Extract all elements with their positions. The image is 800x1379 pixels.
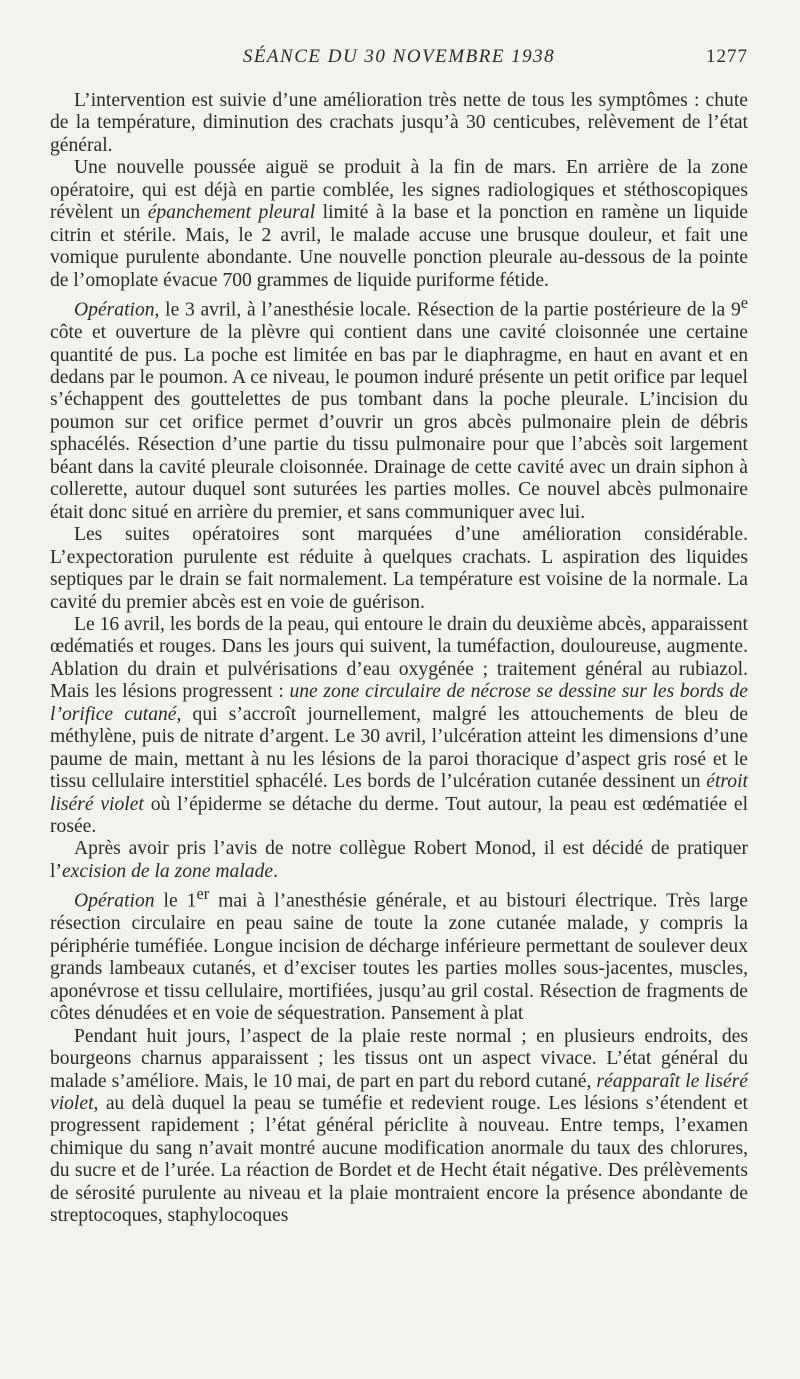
paragraph <box>50 838 748 883</box>
running-title: SÉANCE DU 30 NOVEMBRE 1938 <box>242 46 556 67</box>
text-run: mai à l’anesthésie générale, et au bistouri électrique. Très large résection circulaire en peau saine de toute la zone cutanée malade, y compris la périphérie tuméfiée. Longue incision de décharge inférieure permettant de soulever deux grands lambeaux cutanés, et d’exciser toutes les parties molles sous-jacentes, muscles, aponévrose et tissu cellulaire, mortifiées, jusqu’au gril costal. Résection de fragments de côtes dénudées et en voie de séquestration. Pansement à plat <box>50 890 749 1025</box>
italic-run: réapparaît le liséré violet <box>50 1070 748 1114</box>
page-number: 1277 <box>706 46 748 67</box>
text-run: , au delà duquel la peau se tuméfie et redevient rouge. Les lésions s’étendent et progressent rapidement ; l’état général périclite à nouveau. Entre temps, l’examen chimique du sang n’avait montré aucune modification anormale du taux des chlorures, du sucre et de l’urée. La réaction de Bordet et de Hecht était négative. Des prélèvements de sérosité purulente au niveau et la plaie montraient encore la présence abondante de streptocoques, staphylocoques <box>50 1093 748 1227</box>
superscript: er <box>196 884 210 904</box>
text-run: . <box>273 860 278 882</box>
page <box>0 46 800 1379</box>
paragraph <box>50 614 748 839</box>
body-text <box>50 90 748 1228</box>
text-run: , le 3 avril, à l’anesthésie locale. Résection de la partie postérieure de la 9 <box>154 299 741 321</box>
italic-run: excision de la zone malade <box>61 860 274 882</box>
text-run: , qui s’accroît journellement, malgré les attouchements de bleu de méthylène, puis de nitrate d’argent. Le 30 avril, l’ulcération atteint les dimensions d’une paume de main, mettant à nu les lésions de la paroi thoracique d’aspect gris rosé et le tissu cellulaire interstitiel sphacélé. Les bords de l’ulcération cutanée dessinent un <box>50 703 748 793</box>
italic-run: Opération <box>74 890 155 912</box>
text-run: Pendant huit jours, l’aspect de la plaie reste normal ; en plusieurs endroits, des bourgeons charnus apparaissent ; les tissus ont un aspect vivace. L’état général du malade s’améliore. Mais, le 10 mai, de part en part du rebord cutané, <box>50 1025 748 1092</box>
running-header <box>50 46 748 82</box>
italic-run: Opération <box>74 299 155 321</box>
text-run: limité à la base et la ponction en ramène un liquide citrin et stérile. Mais, le 2 avril, le malade accuse une brusque douleur, et fait une vomique purulente abondante. Une nouvelle ponction pleurale au-dessous de la pointe de l’omoplate évacue 700 grammes de liquide puriforme fétide. <box>50 202 748 291</box>
paragraph <box>50 90 748 157</box>
text-run: le 1 <box>154 890 197 912</box>
italic-run: une zone circulaire de nécrose se dessine sur les bords de l’orifice cutané <box>50 681 748 725</box>
italic-run: étroit liséré violet <box>50 771 748 815</box>
italic-run: épanchement pleural <box>147 202 316 224</box>
paragraph <box>50 292 748 524</box>
paragraph <box>50 1026 748 1228</box>
text-run: côte et ouverture de la plèvre qui contient dans une cavité cloisonnée une certaine quantité de pus. La poche est limitée en bas par le diaphragme, en haut en avant et en dedans par le poumon. A ce niveau, le poumon induré présente un petit orifice par lequel s’échappent des gouttelettes de pus tombant dans la poche pleurale. L’incision du poumon sur cet orifice permet d’ouvrir un gros abcès pulmonaire plein de débris sphacélés. Résection d’une partie du tissu pulmonaire pour que l’abcès soit largement béant dans la cavité pleurale cloisonnée. Drainage de cette cavité avec un drain siphon à collerette, autour duquel sont suturées les parties molles. Ce nouvel abcès pulmonaire était donc situé en arrière du premier, et sans communiquer avec lui. <box>50 322 748 523</box>
paragraph <box>50 883 748 1025</box>
text-run: Une nouvelle poussée aiguë se produit à la fin de mars. En arrière de la zone opératoire, qui est déjà en partie comblée, les signes radiologiques et stéthoscopiques révèlent un <box>50 157 748 224</box>
paragraph <box>50 524 748 614</box>
superscript: e <box>740 293 748 313</box>
text-run: L’intervention est suivie d’une amélioration très nette de tous les symptômes : chute de la température, diminution des crachats jusqu’à 30 centicubes, relèvement de l’état général. <box>50 90 748 156</box>
text-run: où l’épiderme se détache du derme. Tout autour, la peau est œdématiée el rosée. <box>50 793 749 838</box>
text-run: Le 16 avril, les bords de la peau, qui entoure le drain du deuxième abcès, apparaissent œdématiés et rouges. Dans les jours qui suivent, la tuméfaction, douloureuse, augmente. Ablation du drain et pulvérisations d’eau oxygénée ; traitement général au rubiazol. Mais les lésions progressent : <box>50 613 748 703</box>
paragraph <box>50 157 748 292</box>
text-run: Après avoir pris l’avis de notre collègue Robert Monod, il est décidé de pratiquer l’ <box>50 838 748 882</box>
text-run: Les suites opératoires sont marquées d’une amélioration considérable. L’expectoration purulente est réduite à quelques crachats. L aspiration des liquides septiques par le drain se fait normalement. La température est voisine de la normale. La cavité du premier abcès est en voie de guérison. <box>50 524 748 613</box>
